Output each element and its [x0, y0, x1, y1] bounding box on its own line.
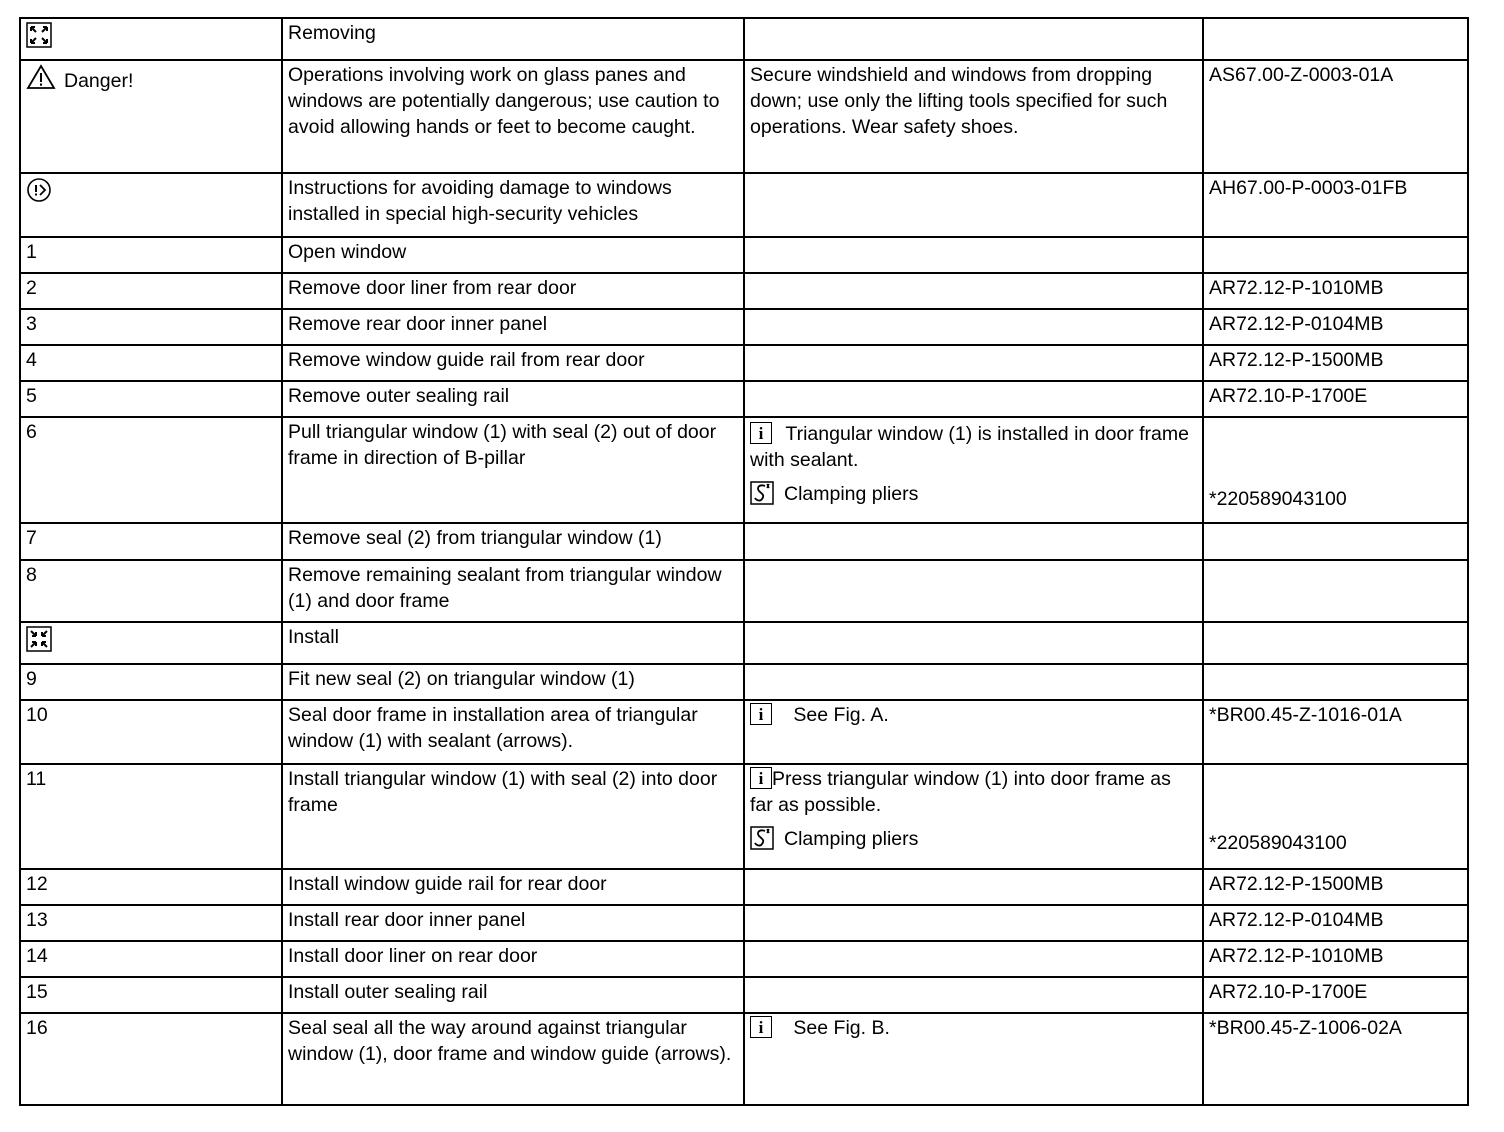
step-ref: [1203, 523, 1468, 560]
table-row: [20, 18, 1468, 60]
step10-ref: *BR00.45-Z-1016-01A: [1203, 700, 1468, 764]
danger-text: Operations involving work on glass panes and windows are potentially dangerous; use caution to avoid allowing hands or feet to become caught.: [282, 60, 744, 173]
step-text: Fit new seal (2) on triangular window (1): [282, 664, 744, 700]
step-number: 13: [20, 905, 282, 941]
step-text: Install door liner on rear door: [282, 941, 744, 977]
danger-ref: AS67.00-Z-0003-01A: [1203, 60, 1468, 173]
table-row: [20, 60, 1468, 173]
info-icon: i: [750, 422, 772, 444]
step11-tool: Clamping pliers: [784, 828, 919, 850]
step-text: Remove outer sealing rail: [282, 381, 744, 417]
step-ref: AR72.12-P-1500MB: [1203, 345, 1468, 381]
install-section-icon: [26, 626, 52, 659]
table-row: [20, 560, 1468, 622]
section-title-removing: Removing: [282, 18, 744, 60]
notice-icon: [26, 177, 52, 210]
step6-tool: Clamping pliers: [784, 483, 919, 505]
step-text: Remove remaining sealant from triangular window (1) and door frame: [282, 560, 744, 622]
step6-info: Triangular window (1) is installed in door frame with sealant.: [750, 423, 1189, 471]
step-ref: [1203, 237, 1468, 273]
table-row: [20, 273, 1468, 309]
table-row: [20, 381, 1468, 417]
step-ref: AR72.10-P-1700E: [1203, 381, 1468, 417]
table-row: [20, 345, 1468, 381]
step-text: Remove window guide rail from rear door: [282, 345, 744, 381]
procedure-table: [19, 17, 1469, 1106]
step-ref: [1203, 560, 1468, 622]
step-text: Install triangular window (1) with seal (2) into door frame: [282, 764, 744, 869]
info-icon: i: [750, 703, 772, 725]
info-icon: i: [750, 767, 772, 789]
warning-triangle-icon: [26, 64, 56, 97]
step6-ref: *220589043100: [1209, 488, 1347, 510]
step-number: 6: [20, 417, 282, 523]
step-ref: AR72.12-P-0104MB: [1203, 905, 1468, 941]
step-ref: AR72.12-P-1500MB: [1203, 869, 1468, 905]
step-number: 4: [20, 345, 282, 381]
step-number: 10: [20, 700, 282, 764]
step16-info: See Fig. B.: [793, 1017, 890, 1039]
step-text: Seal seal all the way around against triangular window (1), door frame and window guide (arrows).: [282, 1013, 744, 1105]
step-number: 14: [20, 941, 282, 977]
table-row: [20, 664, 1468, 700]
special-tool-icon: [750, 481, 774, 512]
table-row: [20, 1013, 1468, 1105]
table-row: [20, 622, 1468, 664]
step-text: Open window: [282, 237, 744, 273]
step10-info: See Fig. A.: [793, 704, 889, 726]
step-number: 5: [20, 381, 282, 417]
step-ref: AR72.12-P-1010MB: [1203, 273, 1468, 309]
table-row: [20, 700, 1468, 764]
section-title-install: Install: [282, 622, 744, 664]
table-row: [20, 237, 1468, 273]
step16-ref: *BR00.45-Z-1006-02A: [1203, 1013, 1468, 1105]
step-text: Seal door frame in installation area of triangular window (1) with sealant (arrows).: [282, 700, 744, 764]
notice-ref: AH67.00-P-0003-01FB: [1203, 173, 1468, 237]
table-row: [20, 977, 1468, 1013]
step11-info: Press triangular window (1) into door frame as far as possible.: [750, 768, 1171, 816]
step-text: Pull triangular window (1) with seal (2) out of door frame in direction of B-pillar: [282, 417, 744, 523]
danger-label: Danger!: [64, 69, 134, 92]
step-text: Install outer sealing rail: [282, 977, 744, 1013]
step-number: 3: [20, 309, 282, 345]
step-number: 7: [20, 523, 282, 560]
step-ref: AR72.12-P-0104MB: [1203, 309, 1468, 345]
step-text: Install window guide rail for rear door: [282, 869, 744, 905]
table-row: [20, 309, 1468, 345]
info-icon: i: [750, 1016, 772, 1038]
table-row: [20, 173, 1468, 237]
remove-section-icon: [26, 22, 52, 55]
step-text: Remove seal (2) from triangular window (1): [282, 523, 744, 560]
table-row: [20, 941, 1468, 977]
special-tool-icon: [750, 826, 774, 857]
table-row: [20, 869, 1468, 905]
step-ref: AR72.10-P-1700E: [1203, 977, 1468, 1013]
step11-ref: *220589043100: [1209, 832, 1347, 854]
step-number: 1: [20, 237, 282, 273]
table-row: [20, 417, 1468, 523]
table-row: [20, 764, 1468, 869]
step-number: 16: [20, 1013, 282, 1105]
step-text: Remove rear door inner panel: [282, 309, 744, 345]
notice-text: Instructions for avoiding damage to windows installed in special high-security vehicles: [282, 173, 744, 237]
danger-note: Secure windshield and windows from dropping down; use only the lifting tools specified for such operations. Wear safety shoes.: [744, 60, 1203, 173]
step-text: Remove door liner from rear door: [282, 273, 744, 309]
step-number: 11: [20, 764, 282, 869]
step-number: 8: [20, 560, 282, 622]
step-text: Install rear door inner panel: [282, 905, 744, 941]
table-row: [20, 905, 1468, 941]
step-number: 2: [20, 273, 282, 309]
step-number: 12: [20, 869, 282, 905]
table-row: [20, 523, 1468, 560]
step-ref: AR72.12-P-1010MB: [1203, 941, 1468, 977]
step-number: 9: [20, 664, 282, 700]
step-number: 15: [20, 977, 282, 1013]
